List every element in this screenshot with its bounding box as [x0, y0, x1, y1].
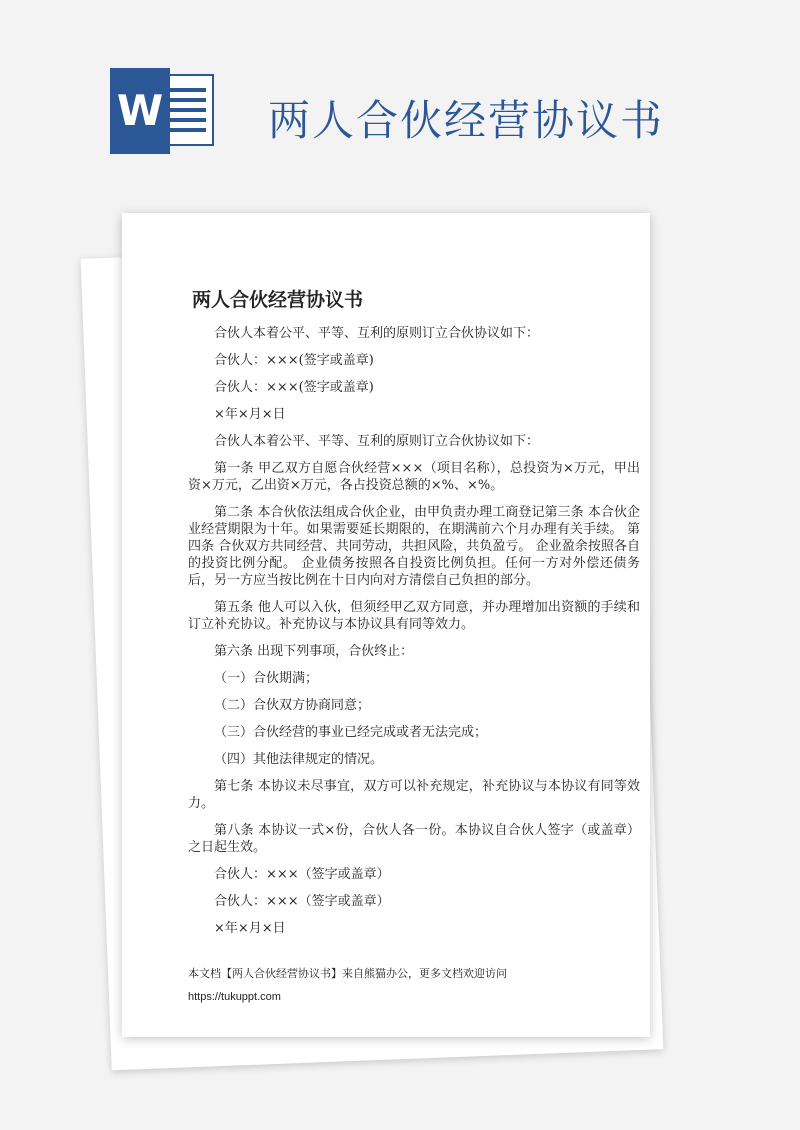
- paragraph: 合伙人：×××(签字或盖章): [214, 380, 374, 395]
- footer-note: 本文档【两人合伙经营协议书】来自熊猫办公，更多文档欢迎访问: [188, 967, 507, 980]
- paragraph: （一）合伙期满；: [214, 671, 319, 686]
- document-title: 两人合伙经营协议书: [192, 289, 364, 311]
- paragraph: 第一条 甲乙双方自愿合伙经营×××（项目名称），总投资为×万元，甲出资×万元，乙出资×万元，各占投资总额的×%、×%。: [188, 461, 640, 493]
- banner: [0, 0, 800, 200]
- document-body: [188, 325, 640, 947]
- paragraph: 第七条 本协议未尽事宜，双方可以补充规定，补充协议与本协议有同等效力。: [188, 779, 640, 811]
- paragraph: 合伙人本着公平、平等、互利的原则订立合伙协议如下：: [214, 326, 540, 341]
- paragraph: 合伙人：×××（签字或盖章）: [214, 894, 390, 909]
- word-icon-letter: W: [110, 68, 170, 154]
- paragraph: （三）合伙经营的事业已经完成或者无法完成；: [214, 725, 488, 740]
- paragraph: 第五条 他人可以入伙，但须经甲乙双方同意，并办理增加出资额的手续和订立补充协议。补充协议与本协议具有同等效力。: [188, 600, 640, 632]
- paragraph: 第二条 本合伙依法组成合伙企业，由甲负责办理工商登记第三条 本合伙企业经营期限为十年。如果需要延长期限的，在期满前六个月办理有关手续。 第四条 合伙双方共同经营、共同劳动，共担风险，共负盈亏。 企业盈余按照各自的投资比例分配。 企业债务按照各自投资比例负担。任何一方对外偿还债务后，另一方应当按比例在十日内向对方清偿自己负担的部分。: [188, 505, 640, 588]
- footer-url: https://tukuppt.com: [188, 991, 281, 1003]
- paragraph: （二）合伙双方协商同意；: [214, 698, 371, 713]
- paragraph: （四）其他法律规定的情况。: [214, 752, 384, 767]
- paragraph: 合伙人：×××（签字或盖章）: [214, 867, 390, 882]
- paragraph: ×年×月×日: [214, 921, 286, 936]
- paragraph: 第八条 本协议一式×份，合伙人各一份。本协议自合伙人签字（或盖章）之日起生效。: [188, 823, 640, 855]
- paragraph: ×年×月×日: [214, 407, 286, 422]
- banner-title: 两人合伙经营协议书: [268, 96, 665, 145]
- paragraph: 合伙人本着公平、平等、互利的原则订立合伙协议如下：: [214, 434, 540, 449]
- paragraph: 第六条 出现下列事项，合伙终止：: [214, 644, 414, 659]
- paragraph: 合伙人：×××(签字或盖章): [214, 353, 374, 368]
- word-icon: [110, 68, 216, 154]
- document-page: [122, 213, 650, 1037]
